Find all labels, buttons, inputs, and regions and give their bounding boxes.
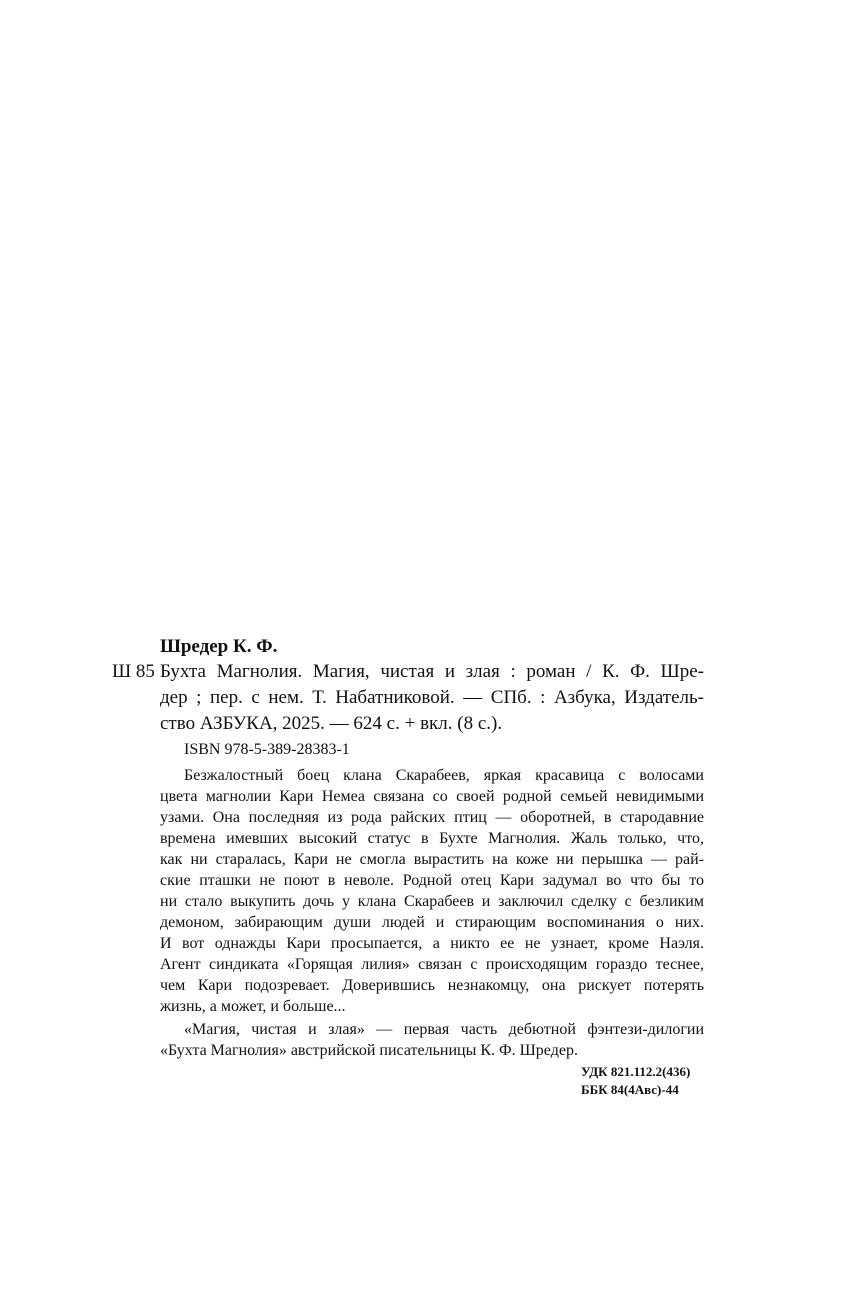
bbk-code: ББК 84(4Авс)-44 bbox=[581, 1082, 679, 1097]
annotation-line-7: ни стало выкупить дочь у клана Скарабеев и заключил сделку с безликим bbox=[160, 893, 704, 910]
annotation-line-2: цвета магнолии Кари Немеа связана со своей родной семьей невидимыми bbox=[160, 788, 704, 805]
annotation-line-1: Безжалостный боец клана Скарабеев, яркая красавица с волосами bbox=[184, 767, 704, 784]
annotation-line-9: И вот однажды Кари просыпается, а никто ее не узнает, кроме Наэля. bbox=[160, 935, 704, 952]
series-note-line-1: «Магия, чистая и злая» — первая часть дебютной фэнтези-дилогии bbox=[184, 1021, 704, 1038]
annotation-line-10: Агент синдиката «Горящая лилия» связан с происходящим гораздо теснее, bbox=[160, 956, 704, 973]
udk-code: УДК 821.112.2(436) bbox=[581, 1064, 691, 1079]
description-line-3: ство АЗБУКА, 2025. — 624 с. + вкл. (8 с.). bbox=[160, 713, 503, 734]
description-line-1: Бухта Магнолия. Магия, чистая и злая : роман / К. Ф. Шре- bbox=[160, 661, 704, 682]
description-line-2: дер ; пер. с нем. Т. Набатниковой. — СПб. : Азбука, Издатель- bbox=[160, 687, 704, 708]
annotation-line-4: времена имевших высокий статус в Бухте Магнолия. Жаль только, что, bbox=[160, 830, 704, 847]
cutter-mark: Ш 85 bbox=[112, 661, 155, 682]
annotation-line-5: как ни старалась, Кари не смогла вырастить на коже ни перышка — рай- bbox=[160, 851, 704, 868]
annotation-line-12: жизнь, а может, и больше... bbox=[160, 998, 346, 1015]
annotation-line-8: демоном, забирающим души людей и стирающим воспоминания о них. bbox=[160, 914, 704, 931]
author-heading: Шредер К. Ф. bbox=[160, 636, 278, 657]
isbn: ISBN 978-5-389-28383-1 bbox=[184, 741, 350, 758]
series-note-line-2: «Бухта Магнолия» австрийской писательницы К. Ф. Шредер. bbox=[160, 1042, 578, 1059]
annotation-line-6: ские пташки не поют в неволе. Родной отец Кари задумал во что бы то bbox=[160, 872, 704, 889]
annotation-line-11: чем Кари подозревает. Доверившись незнакомцу, она рискует потерять bbox=[160, 977, 704, 994]
annotation-line-3: узами. Она последняя из рода райских птиц — оборотней, в стародавние bbox=[160, 809, 704, 826]
